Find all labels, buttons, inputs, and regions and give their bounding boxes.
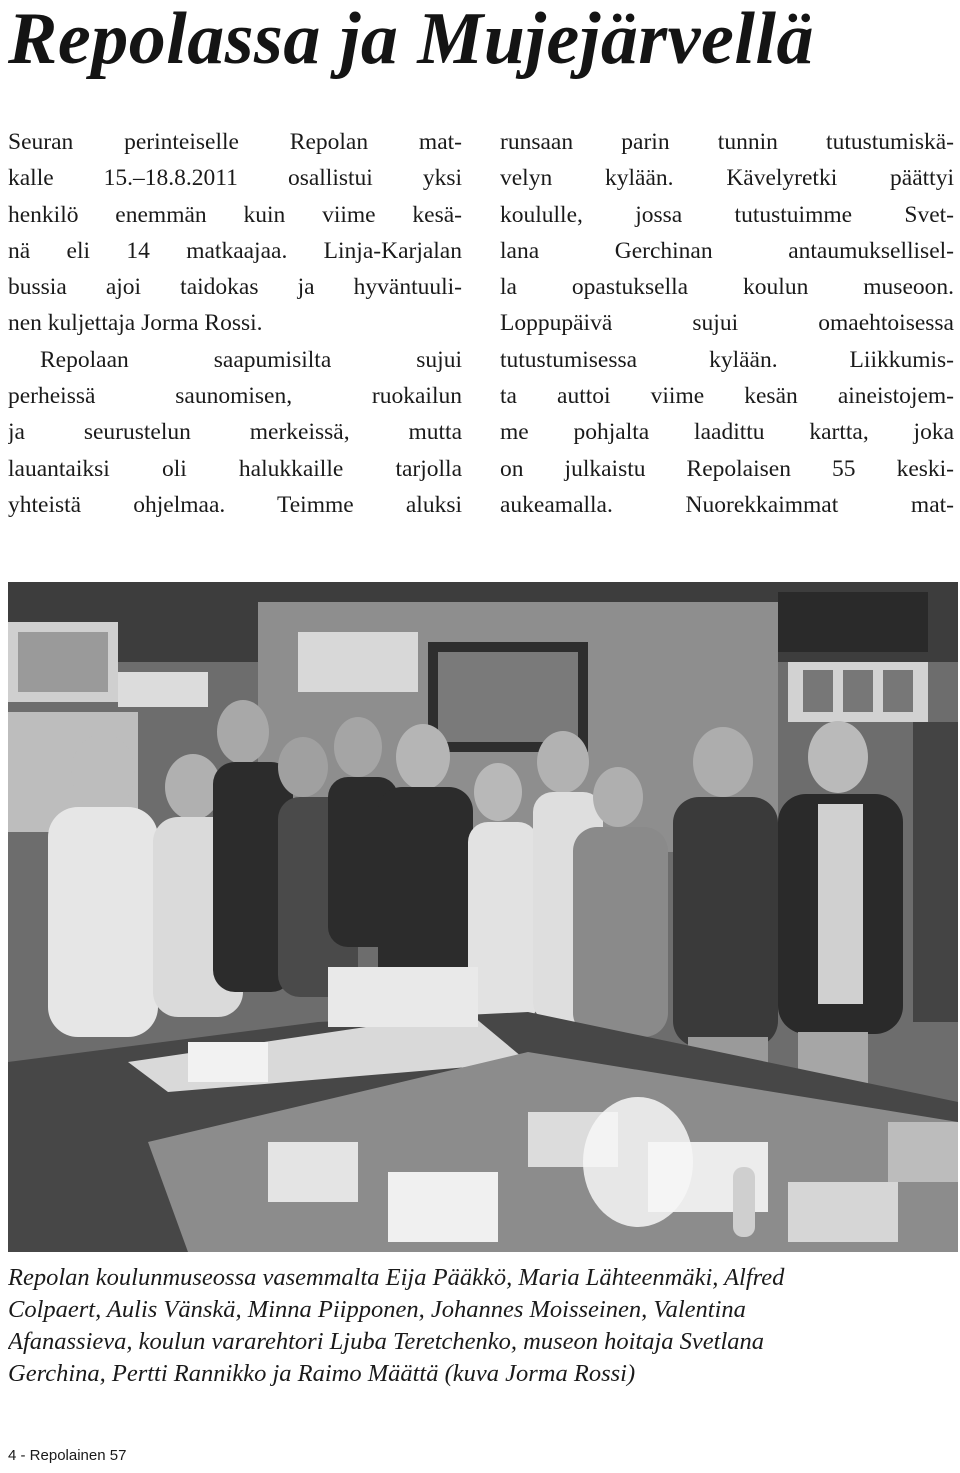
group-photo (8, 582, 958, 1252)
body-line: koululle, jossa tutustuimme Svet- (500, 201, 954, 228)
body-line: Seuran perinteiselle Repolan mat- (8, 129, 462, 155)
body-line: Loppupäivä sujui omaehtoisessa (500, 310, 954, 337)
body-line: bussia ajoi taidokas ja hyväntuuli- (8, 274, 462, 301)
body-line: aukeamalla. Nuorekkaimmat mat- (500, 491, 954, 518)
body-line: Repolaan saapumisilta sujui (40, 346, 462, 373)
body-line: me pohjalta laadittu kartta, joka (500, 419, 954, 446)
body-line: nä eli 14 matkaajaa. Linja-Karjalan (8, 237, 462, 264)
article-title: Repolassa ja Mujejärvellä (8, 0, 814, 80)
body-line: lauantaiksi oli halukkaille tarjolla (8, 455, 462, 482)
body-line: nen kuljettaja Jorma Rossi. (8, 310, 263, 337)
article-body-right-column (500, 124, 954, 523)
body-line: tutustumisessa kylään. Liikkumis- (500, 346, 954, 373)
body-line: velyn kylään. Kävelyretki päättyi (500, 165, 954, 192)
caption-line: Gerchina, Pertti Rannikko ja Raimo Määttä (kuva Jorma Rossi) (8, 1360, 636, 1387)
body-line: runsaan parin tunnin tutustumiskä- (500, 129, 954, 155)
group-photo-illustration (8, 582, 958, 1252)
body-line: ta auttoi viime kesän aineistojem- (500, 383, 954, 410)
photo-caption (8, 1262, 953, 1390)
caption-line: Repolan koulunmuseossa vasemmalta Eija Pääkkö, Maria Lähteenmäki, Alfred (8, 1264, 785, 1291)
body-line: ja seurustelun merkeissä, mutta (8, 419, 462, 446)
body-line: on julkaistu Repolaisen 55 keski- (500, 455, 954, 482)
body-line: lana Gerchinan antaumuksellisel- (500, 237, 954, 264)
article-body-left-column (8, 124, 462, 523)
body-line: kalle 15.–18.8.2011 osallistui yksi (8, 165, 462, 192)
body-line: la opastuksella koulun museoon. (500, 274, 954, 301)
caption-line: Afanassieva, koulun vararehtori Ljuba Teretchenko, museon hoitaja Svetlana (8, 1328, 765, 1355)
body-line: yhteistä ohjelmaa. Teimme aluksi (8, 491, 462, 518)
body-line: perheissä saunomisen, ruokailun (8, 383, 462, 410)
page-footer: 4 - Repolainen 57 (8, 1447, 127, 1464)
body-line: henkilö enemmän kuin viime kesä- (8, 201, 462, 228)
caption-line: Colpaert, Aulis Vänskä, Minna Piipponen, Johannes Moisseinen, Valentina (8, 1296, 746, 1323)
